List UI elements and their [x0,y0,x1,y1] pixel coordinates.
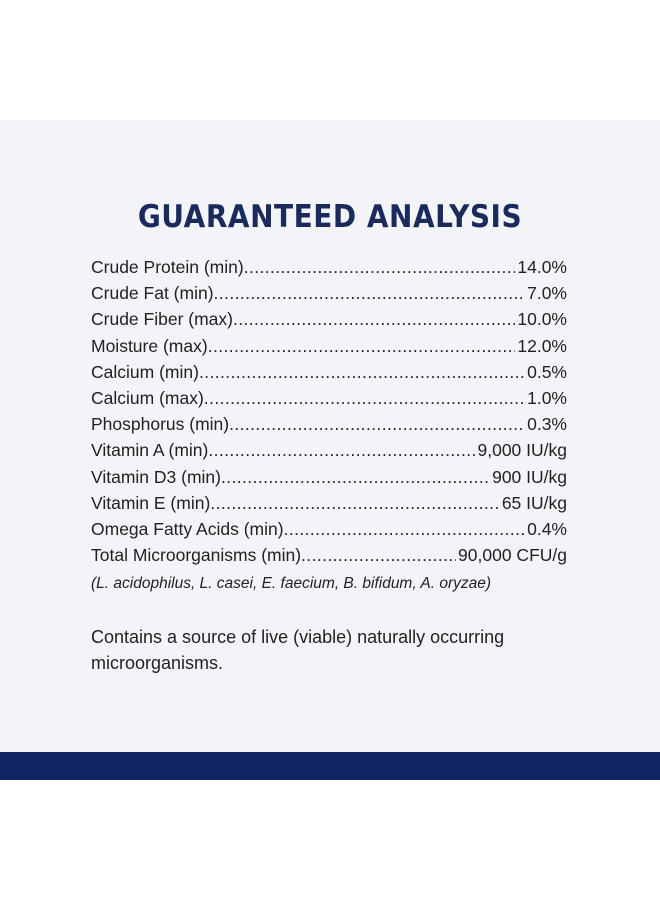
nutrient-value: 65 IU/kg [501,492,567,513]
dot-leader [204,388,525,409]
dot-leader [284,519,526,540]
strain-list: (L. acidophilus, L. casei, E. faecium, B. bifidum, A. oryzae) [91,575,492,593]
nutrient-name: Vitamin E (min) [91,492,211,513]
analysis-row [91,440,567,466]
nutrient-value: 9,000 IU/kg [477,440,567,461]
nutrient-value: 0.4% [527,518,567,539]
dot-leader [244,257,516,278]
analysis-row [91,336,567,362]
nutrient-value: 90,000 CFU/g [458,545,567,566]
nutrient-value: 1.0% [527,387,567,408]
nutrient-name: Phosphorus (min) [91,414,230,435]
analysis-row [91,493,567,519]
live-cultures-note: Contains a source of live (viable) naturally occurring microorganisms. [91,627,505,673]
nutrient-name: Calcium (min) [91,361,199,382]
dot-leader [221,467,490,488]
nutrient-value: 10.0% [517,309,567,330]
nutrient-value: 7.0% [527,283,567,304]
section-title: GUARANTEED ANALYSIS [137,198,523,235]
analysis-row [91,309,567,335]
nutrient-name: Total Microorganisms (min) [91,545,302,566]
nutrient-name: Omega Fatty Acids (min) [91,518,284,539]
analysis-row [91,414,567,440]
analysis-row [91,362,567,388]
nutrient-value: 0.3% [527,414,567,435]
nutrient-name: Crude Protein (min) [91,257,244,277]
nutrient-value: 0.5% [527,361,567,382]
nutrient-value: 14.0% [517,257,567,277]
dot-leader [233,309,515,330]
nutrient-value: 12.0% [517,335,567,356]
dot-leader [214,283,526,304]
dot-leader [210,493,500,514]
nutrient-name: Calcium (max) [91,387,204,408]
analysis-row [91,283,567,309]
analysis-row [91,467,567,493]
analysis-list [91,257,567,597]
dot-leader [301,545,456,566]
nutrient-name: Moisture (max) [91,335,208,356]
analysis-row [91,257,567,283]
footer-band [0,752,660,780]
nutrient-name: Crude Fat (min) [91,283,214,304]
analysis-row [91,519,567,545]
analysis-row [91,388,567,414]
nutrient-name: Vitamin D3 (min) [91,466,221,487]
dot-leader [208,336,516,357]
dot-leader [208,440,475,461]
nutrient-name: Vitamin A (min) [91,440,209,461]
nutrient-value: 900 IU/kg [492,466,567,487]
nutrient-name: Crude Fiber (max) [91,309,233,330]
analysis-row [91,545,567,571]
dot-leader [229,414,525,435]
dot-leader [199,362,525,383]
